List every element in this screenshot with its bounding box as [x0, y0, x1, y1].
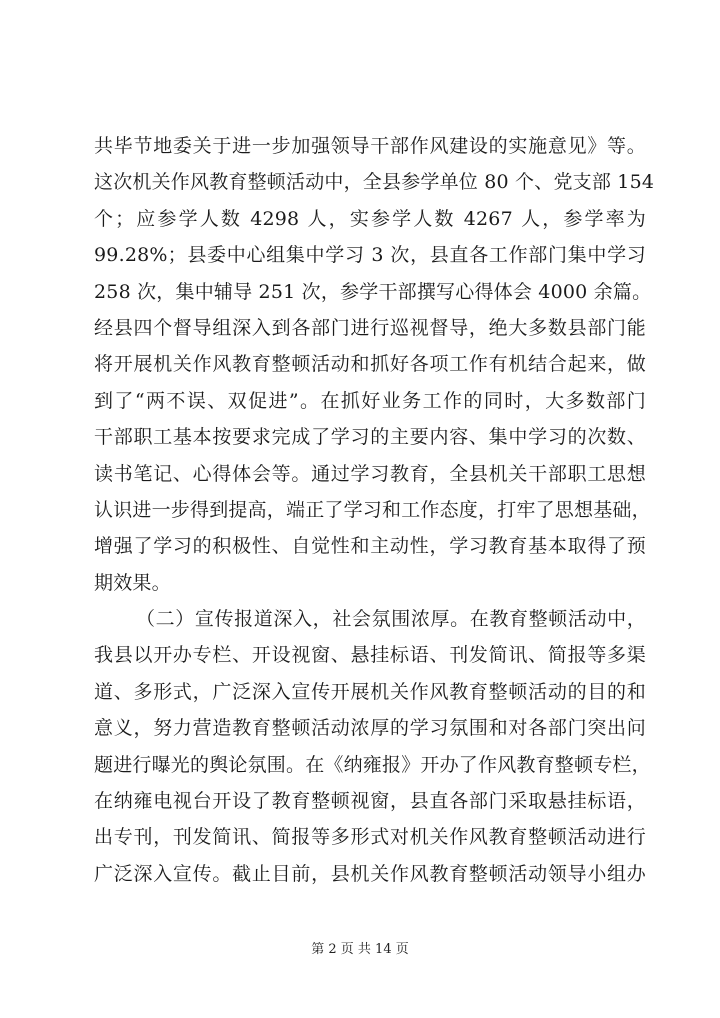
- text-line: 道、多形式，广泛深入宣传开展机关作风教育整顿活动的目的和: [94, 680, 646, 703]
- text-line: 意义，努力营造教育整顿活动浓厚的学习氛围和对各部门突出问: [94, 717, 646, 740]
- text-line: 258 次，集中辅导 251 次，参学干部撰写心得体会 4000 余篇。: [94, 280, 652, 303]
- text-line: 经县四个督导组深入到各部门进行巡视督导，绝大多数县部门能: [94, 316, 646, 339]
- text-line: 广泛深入宣传。截止目前，县机关作风教育整顿活动领导小组办: [94, 862, 646, 885]
- text-line: 个；应参学人数 4298 人，实参学人数 4267 人，参学率为: [94, 207, 646, 230]
- text-line: 认识进一步得到提高，端正了学习和工作态度，打牢了思想基础，: [94, 498, 651, 521]
- text-line: （二）宣传报道深入，社会氛围浓厚。在教育整顿活动中，: [136, 608, 646, 631]
- document-body: [94, 128, 655, 892]
- text-line: 增强了学习的积极性、自觉性和主动性，学习教育基本取得了预: [94, 535, 646, 558]
- text-line: 出专刊，刊发简讯、简报等多形式对机关作风教育整顿活动进行: [94, 826, 646, 849]
- page-footer: [0, 938, 720, 957]
- text-line: 99.28%；县委中心组集中学习 3 次，县直各工作部门集中学习: [94, 244, 646, 267]
- text-line: 共毕节地委关于进一步加强领导干部作风建设的实施意见》等。: [94, 135, 646, 157]
- text-line: 题进行曝光的舆论氛围。在《纳雍报》开办了作风教育整顿专栏，: [94, 753, 651, 776]
- text-line: 干部职工基本按要求完成了学习的主要内容、集中学习的次数、: [94, 426, 646, 449]
- text-line: 这次机关作风教育整顿活动中，全县参学单位 80 个、党支部 154: [94, 171, 655, 194]
- paragraph-1: [94, 128, 655, 601]
- paragraph-2: [94, 601, 651, 892]
- text-line: 到了“两不误、双促进”。在抓好业务工作的同时，大多数部门: [94, 389, 646, 412]
- text-line: 将开展机关作风教育整顿活动和抓好各项工作有机结合起来，做: [94, 353, 646, 376]
- text-line: 我县以开办专栏、开设视窗、悬挂标语、刊发简讯、简报等多渠: [94, 644, 646, 667]
- page-number-label: 第 2 页 共 14 页: [311, 942, 409, 957]
- text-line: 读书笔记、心得体会等。通过学习教育，全县机关干部职工思想: [94, 462, 646, 485]
- text-line: 在纳雍电视台开设了教育整顿视窗，县直各部门采取悬挂标语，: [94, 790, 646, 813]
- text-line: 期效果。: [94, 571, 171, 594]
